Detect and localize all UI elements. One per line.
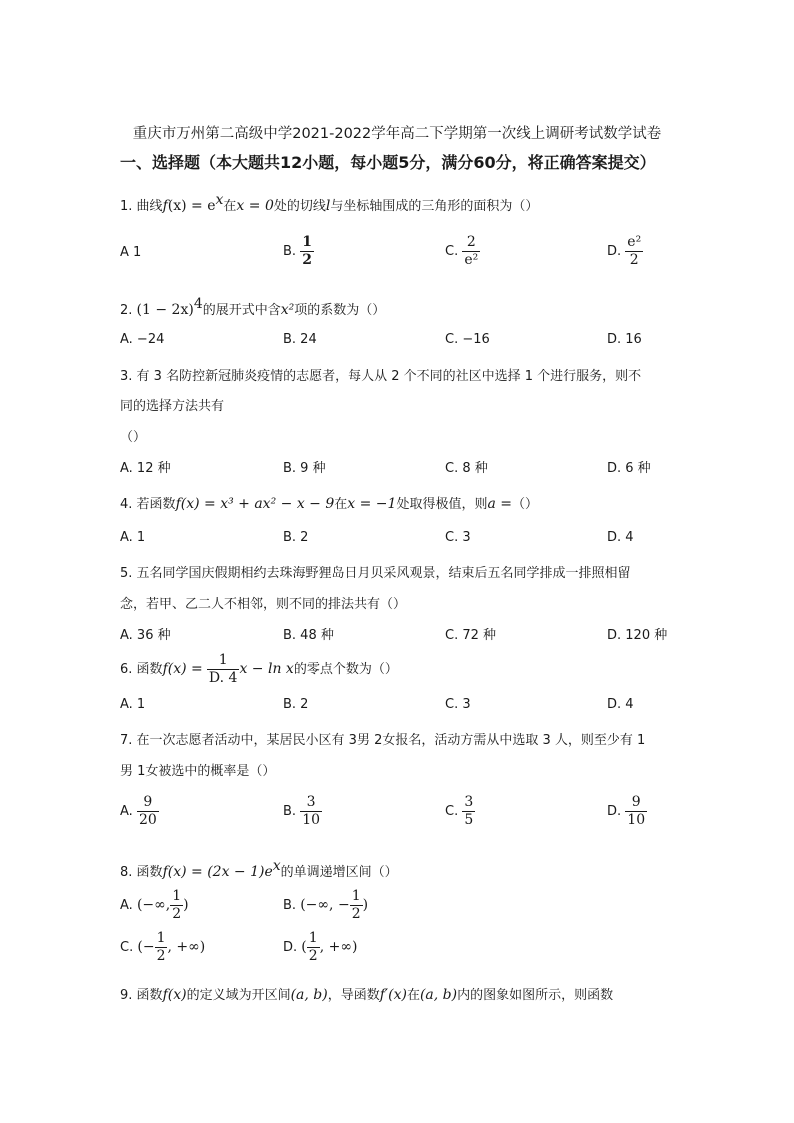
option-a[interactable]: A. −24 [120, 332, 165, 347]
option-d[interactable]: D. $\frac{9}{10}$ [607, 794, 646, 828]
fraction: $\frac{2}{\text{e²}}$ [464, 234, 479, 268]
option-d[interactable]: D. 120 种 [607, 628, 668, 643]
fraction: $\frac{9}{10}$ [627, 794, 646, 828]
option-a[interactable]: A. 1 [120, 697, 146, 712]
fraction: $\frac{1}{2}$ [172, 888, 182, 922]
fraction: $\frac{1}{2}$ [302, 234, 312, 268]
option-c[interactable]: C. 8 种 [445, 461, 488, 476]
option-c[interactable]: C. (− $\frac{1}{2}$ , +∞) [120, 930, 206, 964]
option-c[interactable]: C. 3 [445, 697, 471, 712]
question-5: 5. 五名同学国庆假期相约去珠海野狸岛日月贝采风观景，结束后五名同学排成一排照相留 [120, 566, 631, 581]
fraction: $\frac{1}{D. 4}$ [208, 652, 238, 686]
option-a[interactable]: A. (−∞, $\frac{1}{2}$ ) [120, 888, 189, 922]
option-b[interactable]: B. 2 [283, 530, 309, 545]
question-3-line3: （） [120, 430, 147, 445]
question-9: 9. 函数f(x)的定义域为开区间(a, b)，导函数f′(x)在(a, b)内的图象如图所示，则函数 [120, 987, 614, 1003]
option-c[interactable]: C. 72 种 [445, 628, 497, 643]
fraction: $\frac{1}{2}$ [156, 930, 166, 964]
section-heading: 一、选择题（本大题共12小题，每小题5分，满分60分，将正确答案提交） [120, 153, 656, 172]
question-7-line2: 男 1女被选中的概率是（） [120, 764, 276, 779]
option-d[interactable]: D. 16 [607, 332, 642, 347]
exam-title: 重庆市万州第二高级中学2021-2022学年高二下学期第一次线上调研考试数学试卷 [132, 126, 662, 142]
option-c[interactable]: C. $\frac{3}{5}$ [445, 794, 474, 828]
option-c[interactable]: C. 3 [445, 530, 471, 545]
option-b[interactable]: B. 2 [283, 697, 309, 712]
fraction: $\frac{\text{e²}}{2}$ [627, 234, 642, 268]
option-b[interactable]: B. 48 种 [283, 628, 334, 643]
question-3: 3. 有 3 名防控新冠肺炎疫情的志愿者，每人从 2 个不同的社区中选择 1 个进行服务，则不 [120, 369, 642, 384]
question-6: 6. 函数f(x) = $\frac{1}{D. 4}$ x − ln x的零点个数为（） [120, 652, 398, 686]
question-1: 1. 曲线$f(x) = e^x$在x = 0处的切线l与坐标轴围成的三角形的面积为（） [120, 192, 539, 214]
option-b[interactable]: B. 24 [283, 332, 317, 347]
option-d[interactable]: D. 4 [607, 697, 634, 712]
fraction: $\frac{3}{10}$ [302, 794, 321, 828]
option-d[interactable]: D. 4 [607, 530, 634, 545]
option-d[interactable]: D. $\frac{\text{e²}}{2}$ [607, 234, 642, 268]
question-5-line2: 念，若甲、乙二人不相邻，则不同的排法共有（） [120, 597, 407, 612]
fraction: $\frac{9}{20}$ [138, 794, 157, 828]
option-d[interactable]: D. ( $\frac{1}{2}$ , +∞) [283, 930, 358, 964]
option-b[interactable]: B. $\frac{1}{2}$ [283, 234, 312, 268]
fraction: $\frac{1}{2}$ [351, 888, 361, 922]
option-c[interactable]: C. $\frac{2}{\text{e²}}$ [445, 234, 479, 268]
option-d[interactable]: D. 6 种 [607, 461, 651, 476]
fraction: $\frac{3}{5}$ [464, 794, 474, 828]
fraction: $\frac{1}{2}$ [308, 930, 318, 964]
question-number: 1. [120, 199, 133, 214]
option-a[interactable]: A. $\frac{9}{20}$ [120, 794, 157, 828]
option-a[interactable]: A 1 [120, 245, 142, 260]
question-7: 7. 在一次志愿者活动中，某居民小区有 3男 2女报名，活动方需从中选取 3 人，则至少有 1 [120, 733, 646, 748]
option-c[interactable]: C. −16 [445, 332, 490, 347]
option-b[interactable]: B. $\frac{3}{10}$ [283, 794, 321, 828]
option-b[interactable]: B. (−∞, − $\frac{1}{2}$ ) [283, 888, 369, 922]
option-a[interactable]: A. 12 种 [120, 461, 171, 476]
option-b[interactable]: B. 9 种 [283, 461, 326, 476]
question-3-line2: 同的选择方法共有 [120, 399, 225, 414]
option-a[interactable]: A. 36 种 [120, 628, 171, 643]
question-8: 8. 函数$f(x) = (2x - 1)e^x$的单调递增区间（） [120, 858, 398, 880]
question-2: 2. $(1 - 2x)^4$的展开式中含x²项的系数为（） [120, 296, 386, 318]
question-4: 4. 若函数f(x) = x³ + ax² − x − 9在x = −1处取得极值，则a =（） [120, 496, 539, 512]
option-a[interactable]: A. 1 [120, 530, 146, 545]
